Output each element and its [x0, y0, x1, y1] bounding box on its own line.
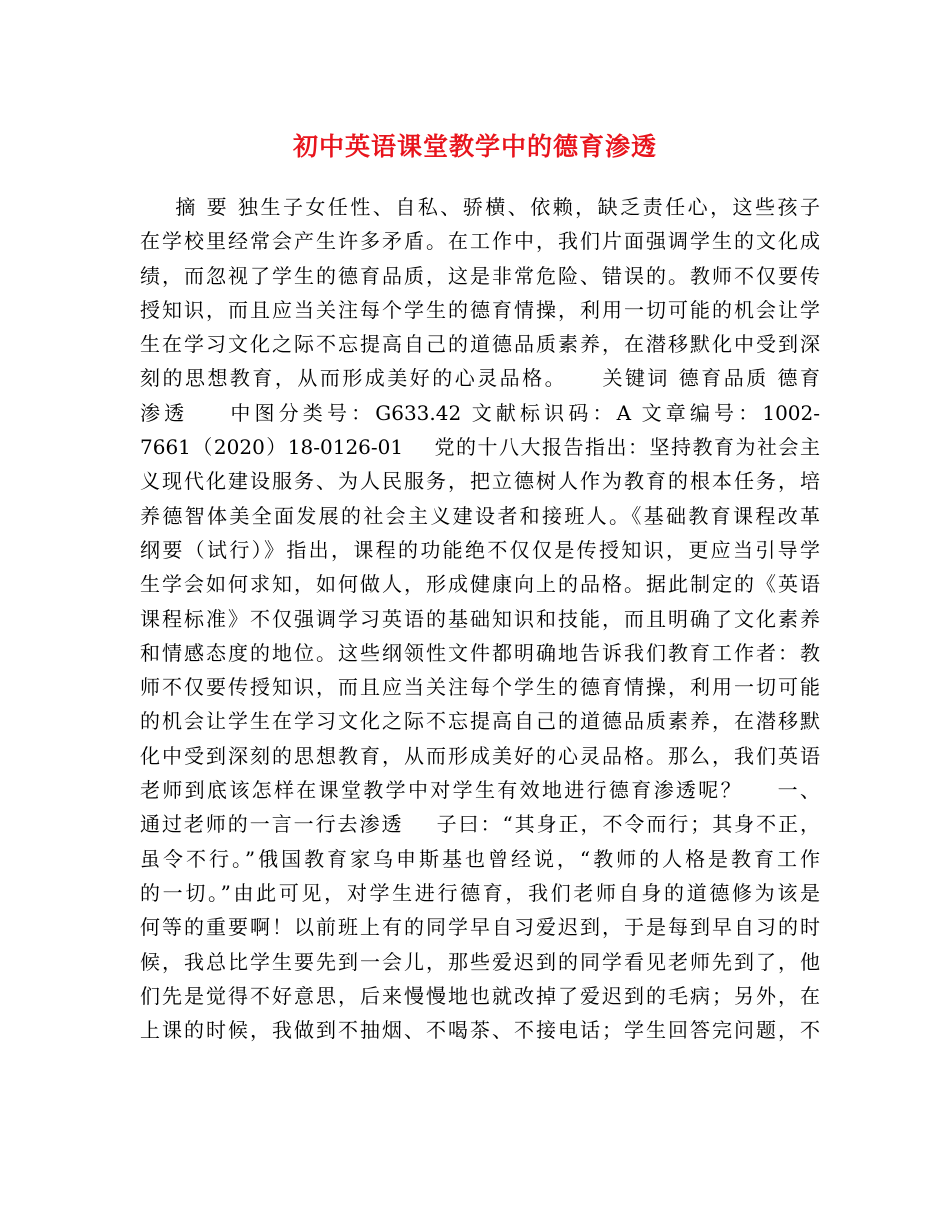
body-line: 绩，而忽视了学生的德育品质，这是非常危险、错误的。教师不仅要传: [140, 263, 820, 288]
body-line: 7661（2020）18-0126-01 党的十八大报告指出：坚持教育为社会主: [140, 435, 820, 460]
body-line: 候，我总比学生要先到一会儿，那些爱迟到的同学看见老师先到了，他: [140, 949, 820, 974]
body-line: 何等的重要啊！以前班上有的同学早自习爱迟到，于是每到早自习的时: [140, 915, 820, 940]
body-line: 生在学习文化之际不忘提高自己的道德品质素养，在潜移默化中受到深: [140, 332, 820, 357]
body-line: 授知识，而且应当关注每个学生的德育情操，利用一切可能的机会让学: [140, 297, 820, 322]
body-line: 的机会让学生在学习文化之际不忘提高自己的道德品质素养，在潜移默: [140, 709, 820, 734]
body-line: 们先是觉得不好意思，后来慢慢地也就改掉了爱迟到的毛病；另外，在: [140, 983, 820, 1008]
document-body: [140, 190, 820, 1047]
body-line: 渗透 中图分类号：G633.42 文献标识码：A 文章编号：1002-: [140, 400, 820, 425]
body-line: 和情感态度的地位。这些纲领性文件都明确地告诉我们教育工作者：教: [140, 640, 820, 665]
body-line: 师不仅要传授知识，而且应当关注每个学生的德育情操，利用一切可能: [140, 675, 820, 700]
body-line: 刻的思想教育，从而形成美好的心灵品格。 关键词 德育品质 德育: [140, 366, 820, 391]
body-line: 老师到底该怎样在课堂教学中对学生有效地进行德育渗透呢？ 一、: [140, 778, 820, 803]
body-line: 化中受到深刻的思想教育，从而形成美好的心灵品格。那么，我们英语: [140, 743, 820, 768]
body-line: 课程标准》不仅强调学习英语的基础知识和技能，而且明确了文化素养: [140, 606, 820, 631]
body-line: 虽令不行。”俄国教育家乌申斯基也曾经说，“教师的人格是教育工作: [140, 846, 820, 871]
body-line: 养德智体美全面发展的社会主义建设者和接班人。《基础教育课程改革: [140, 503, 820, 528]
body-line: 摘 要 独生子女任性、自私、骄横、依赖，缺乏责任心，这些孩子: [140, 195, 820, 219]
body-line: 生学会如何求知，如何做人，形成健康向上的品格。据此制定的《英语: [140, 572, 820, 597]
body-line: 纲要（试行）》指出，课程的功能绝不仅仅是传授知识，更应当引导学: [140, 537, 820, 562]
document-title: 初中英语课堂教学中的德育渗透: [292, 132, 657, 161]
body-line: 义现代化建设服务、为人民服务，把立德树人作为教育的根本任务，培: [140, 469, 820, 494]
body-line: 上课的时候，我做到不抽烟、不喝茶、不接电话；学生回答完问题，不: [140, 1018, 820, 1043]
body-line: 在学校里经常会产生许多矛盾。在工作中，我们片面强调学生的文化成: [140, 229, 820, 254]
body-line: 通过老师的一言一行去渗透 子曰：“其身正，不令而行；其身不正，: [140, 812, 820, 837]
body-line: 的一切。”由此可见，对学生进行德育，我们老师自身的道德修为该是: [140, 880, 820, 905]
